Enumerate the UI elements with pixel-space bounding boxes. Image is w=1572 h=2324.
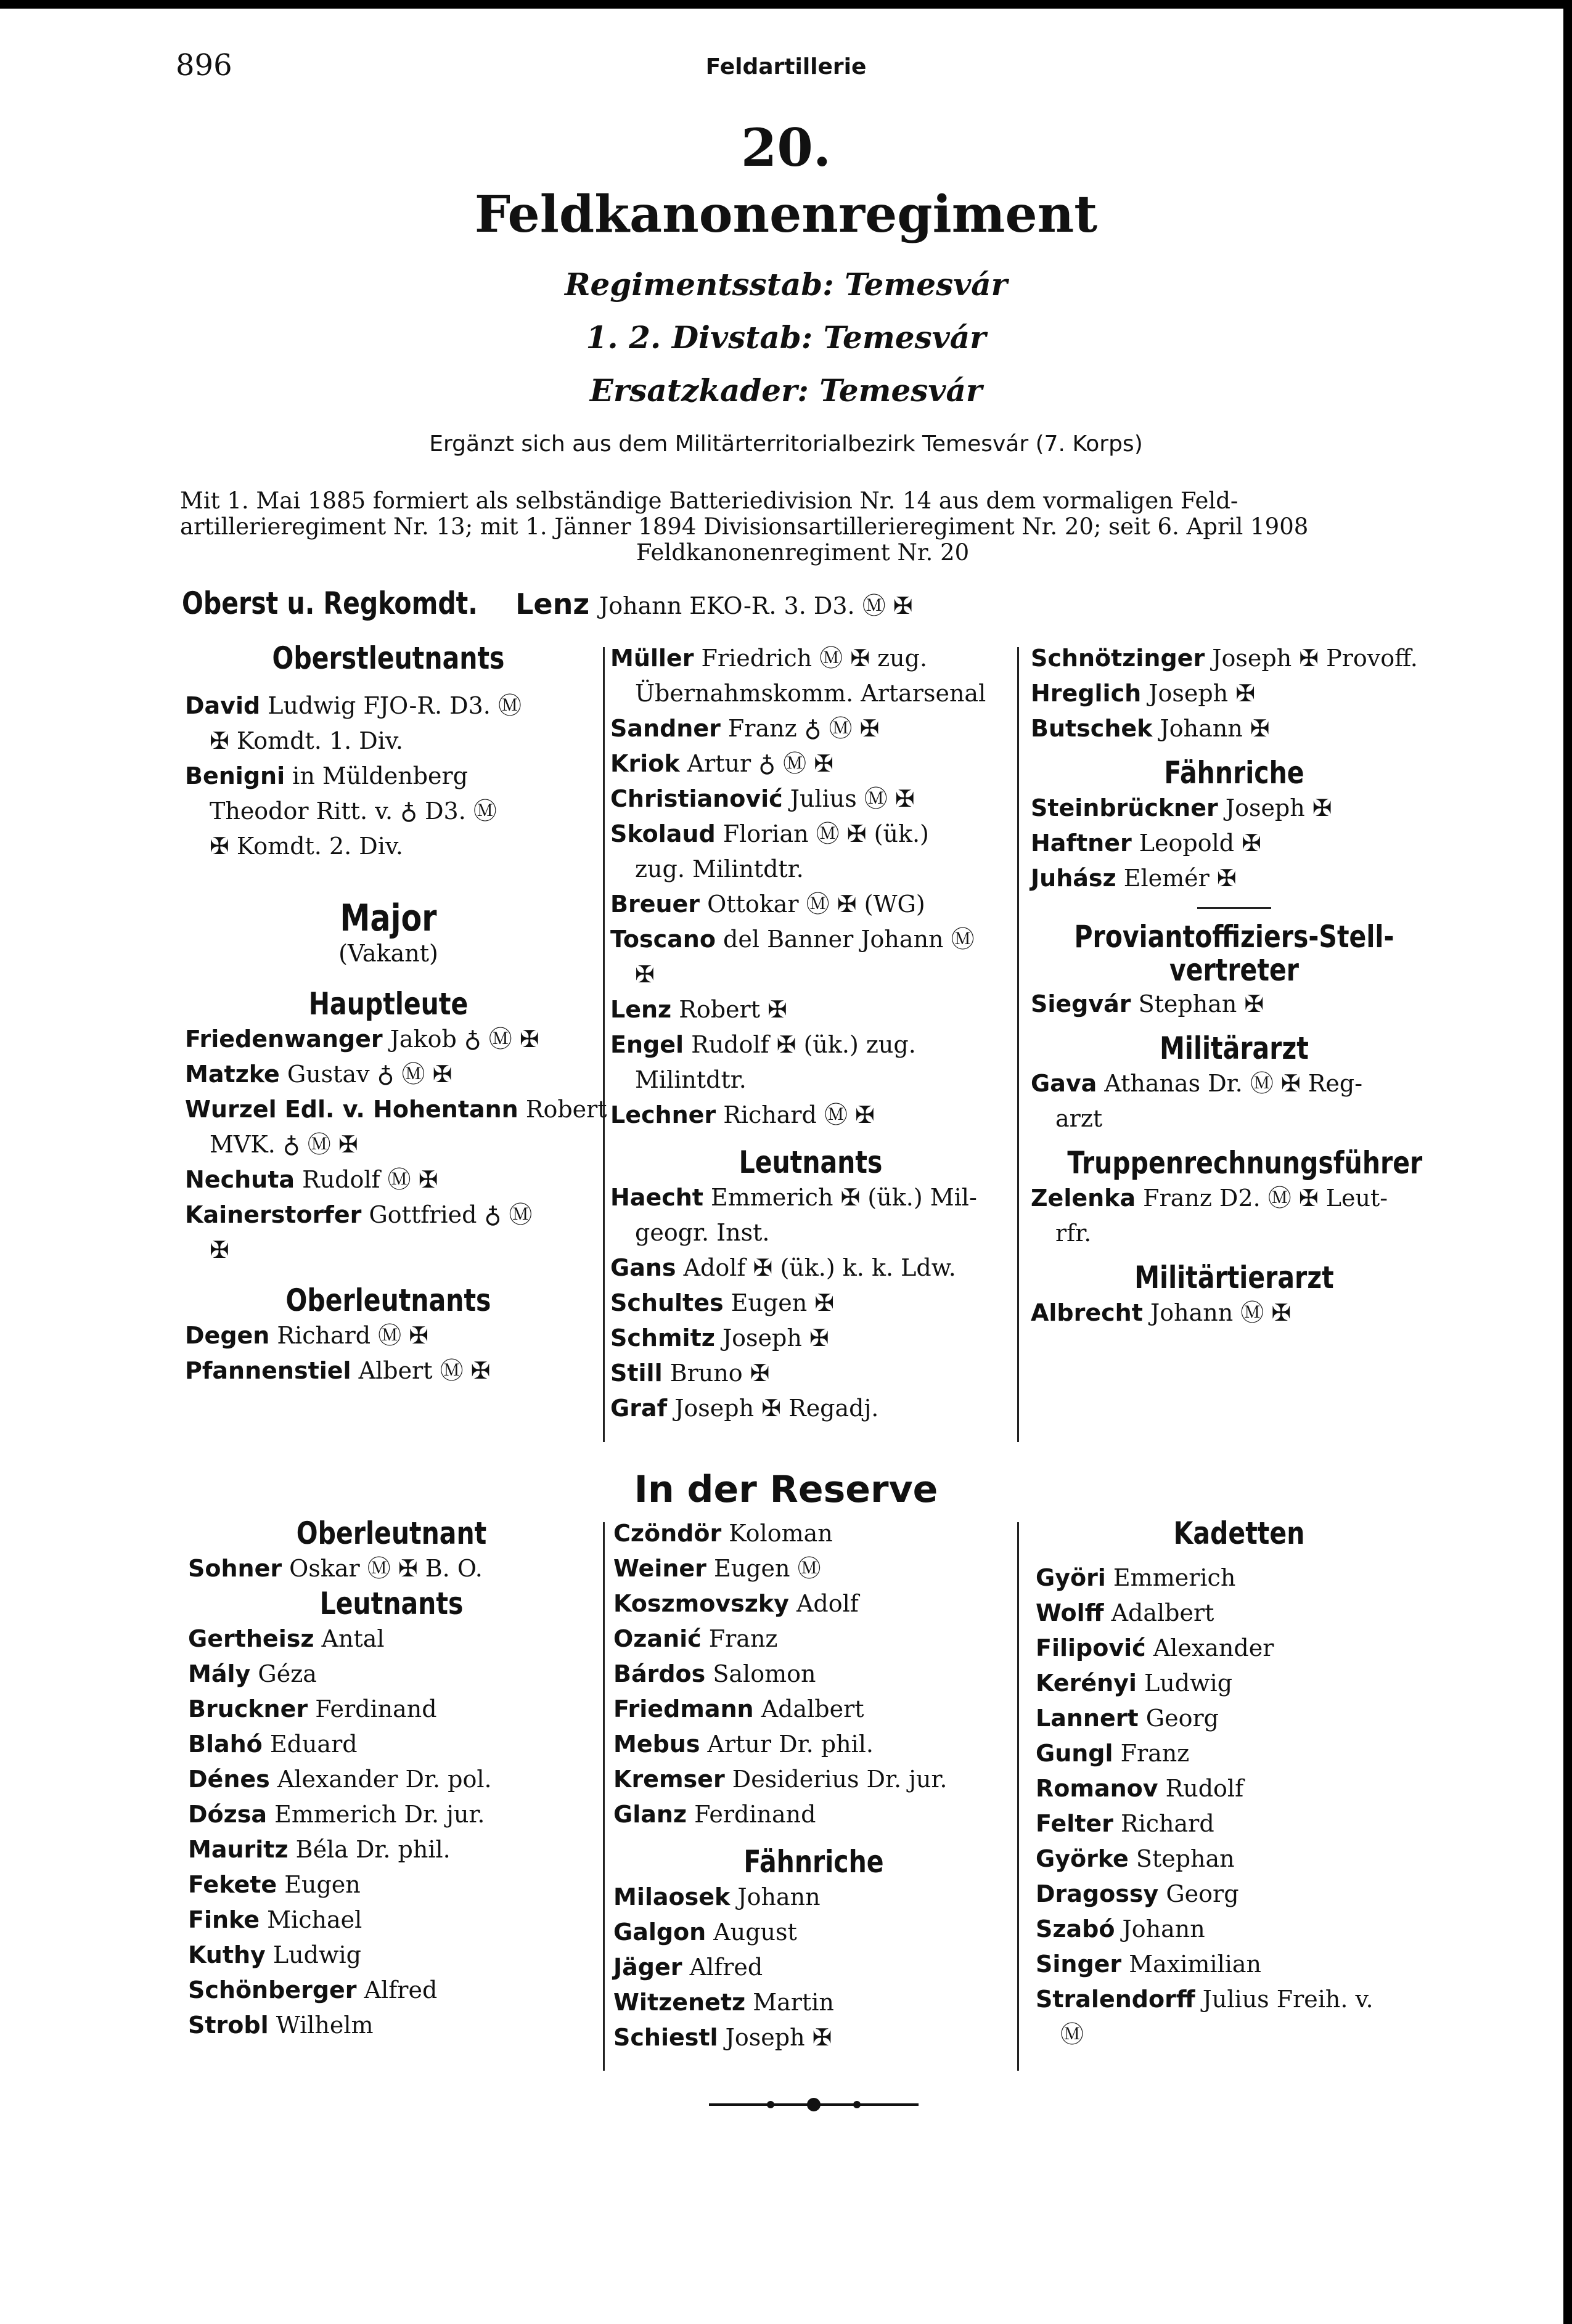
details: Joseph ✠ <box>1218 794 1332 822</box>
roster-entry <box>613 1516 1014 1551</box>
details: Franz D2. Ⓜ ✠ Leut- <box>1136 1184 1388 1212</box>
roster-entry <box>610 1391 1011 1426</box>
regiment-number: 20. <box>740 117 832 178</box>
roster-entry <box>1036 1877 1443 1912</box>
surname: Engel <box>610 1031 684 1058</box>
details: August <box>706 1918 797 1946</box>
details: MVK. ♁ Ⓜ ✠ <box>210 1131 358 1158</box>
surname: Schönberger <box>188 1976 357 2004</box>
section-heading: Leutnants <box>319 1586 464 1621</box>
details: Alfred <box>356 1976 438 2004</box>
surname: Kuthy <box>188 1941 266 1968</box>
surname: Strobl <box>188 2012 269 2039</box>
details: Julius Freih. v. <box>1195 1986 1373 2013</box>
details: Maximilian <box>1121 1951 1262 1978</box>
surname: Kainerstorfer <box>185 1201 362 1228</box>
roster-entry <box>1036 1701 1443 1736</box>
details: Elemér ✠ <box>1116 865 1237 892</box>
section-heading: vertreter <box>1169 952 1299 988</box>
roster-entry <box>185 1022 592 1057</box>
roster-entry <box>610 1062 1011 1098</box>
surname: Haecht <box>610 1184 703 1211</box>
section-heading: Oberleutnants <box>285 1282 491 1318</box>
details: ✠ <box>210 1236 229 1263</box>
surname: Gungl <box>1036 1740 1113 1767</box>
surname: Györi <box>1036 1564 1106 1591</box>
roster-entry <box>188 1762 595 1797</box>
surname: Toscano <box>610 926 716 953</box>
roster-entry <box>1036 1596 1443 1631</box>
surname: Lenz <box>610 996 672 1023</box>
surname: Felter <box>1036 1810 1113 1837</box>
commander-label: Oberst u. Regkomdt. <box>182 585 478 621</box>
roster-entry <box>613 1551 1014 1586</box>
surname: Siegvár <box>1031 990 1131 1017</box>
surname: Koszmovszky <box>613 1590 789 1617</box>
details: Julius Ⓜ ✠ <box>782 785 915 812</box>
column-1 <box>185 640 607 1388</box>
surname: Hreglich <box>1031 680 1142 707</box>
roster-entry <box>185 1318 592 1353</box>
surname: Sohner <box>188 1555 282 1582</box>
recruitment-note: Ergänzt sich aus dem Militärterritorialbezirk Temesvár (7. Korps) <box>429 431 1143 457</box>
details: Emmerich <box>1105 1564 1236 1591</box>
details: Wilhelm <box>268 2012 374 2039</box>
details: Übernahmskomm. Artarsenal <box>635 680 986 707</box>
details: Florian Ⓜ ✠ (ük.) <box>715 820 929 847</box>
section-heading: Hauptleute <box>308 986 469 1022</box>
details: Adolf <box>788 1590 859 1617</box>
details: Emmerich Dr. jur. <box>267 1801 485 1828</box>
roster-entry <box>610 922 1011 957</box>
surname: Zelenka <box>1031 1184 1136 1212</box>
reserve-column-1 <box>188 1516 595 2043</box>
roster-entry <box>613 1950 1014 1985</box>
surname: Skolaud <box>610 820 716 847</box>
details: Artur Dr. phil. <box>700 1731 874 1758</box>
section-heading: Oberstleutnants <box>272 640 505 676</box>
details: Alfred <box>682 1954 763 1981</box>
roster-entry <box>613 1915 1014 1950</box>
roster-entry <box>1036 1912 1443 1947</box>
details: Bruno ✠ <box>662 1360 770 1387</box>
roster-entry <box>610 1321 1011 1356</box>
surname: Breuer <box>610 891 700 918</box>
staff-line-2: 1. 2. Divstab: Temesvár <box>586 319 986 356</box>
surname: David <box>185 692 261 719</box>
details: Georg <box>1138 1705 1219 1732</box>
surname: Romanov <box>1036 1775 1158 1802</box>
reserve-heading: In der Reserve <box>634 1468 938 1511</box>
details: Albert Ⓜ ✠ <box>351 1357 491 1384</box>
surname: Matzke <box>185 1061 280 1088</box>
details: Artur ♁ Ⓜ ✠ <box>679 750 834 777</box>
roster-entry <box>1031 1295 1438 1331</box>
roster-entry <box>610 746 1011 781</box>
roster-entry <box>1036 1666 1443 1701</box>
surname: Stralendorff <box>1036 1986 1195 2013</box>
roster-entry <box>188 1902 595 1938</box>
surname: Galgon <box>613 1918 706 1946</box>
commander-details: Johann EKO-R. 3. D3. Ⓜ ✠ <box>599 592 913 619</box>
section-heading: Fähnriche <box>743 1844 884 1880</box>
details: rfr. <box>1055 1220 1092 1247</box>
details: Theodor Ritt. v. ♁ D3. Ⓜ <box>210 797 497 825</box>
commander-surname: Lenz <box>515 587 590 621</box>
surname: Haftner <box>1031 830 1132 857</box>
surname: Wolff <box>1036 1599 1104 1626</box>
details: Franz <box>701 1625 778 1652</box>
surname: Mály <box>188 1660 251 1687</box>
roster-entry <box>1031 641 1438 676</box>
surname: Dénes <box>188 1766 270 1793</box>
roster-entry <box>613 1985 1014 2020</box>
surname: Szabó <box>1036 1915 1115 1943</box>
roster-entry <box>613 1880 1014 1915</box>
surname: Schultes <box>610 1289 724 1316</box>
surname: Mebus <box>613 1731 700 1758</box>
roster-entry <box>188 1973 595 2008</box>
surname: Blahó <box>188 1731 263 1758</box>
surname: Benigni <box>185 762 285 789</box>
surname: Friedmann <box>613 1695 754 1723</box>
roster-entry <box>188 1797 595 1832</box>
details: Robert <box>518 1096 607 1123</box>
roster-entry <box>613 1692 1014 1727</box>
details: Rudolf <box>1158 1775 1244 1802</box>
details: zug. Milintdtr. <box>635 855 804 883</box>
details: Jakob ♁ Ⓜ ✠ <box>382 1025 539 1053</box>
roster-entry <box>1036 1982 1443 2017</box>
roster-entry <box>1031 861 1438 896</box>
surname: Degen <box>185 1322 270 1349</box>
column-3 <box>1031 641 1438 1331</box>
surname: Still <box>610 1360 663 1387</box>
details: Ludwig <box>265 1941 361 1968</box>
roster-entry <box>185 1092 607 1127</box>
details: Friedrich Ⓜ ✠ zug. <box>694 645 928 672</box>
roster-entry <box>1036 1631 1443 1666</box>
surname: Weiner <box>613 1555 706 1582</box>
roster-entry <box>1031 711 1438 746</box>
surname: Bárdos <box>613 1660 706 1687</box>
section-heading: Fähnriche <box>1164 755 1304 791</box>
details: Gustav ♁ Ⓜ ✠ <box>279 1061 452 1088</box>
surname: Filipović <box>1036 1634 1146 1661</box>
details: Ferdinand <box>687 1801 816 1828</box>
surname: Schnötzinger <box>1031 645 1205 672</box>
section-heading: Militärarzt <box>1160 1030 1309 1066</box>
section-heading: Major <box>340 897 437 940</box>
roster-entry <box>610 1356 1011 1391</box>
details: Emmerich ✠ (ük.) Mil- <box>703 1184 977 1211</box>
details: Franz ♁ Ⓜ ✠ <box>720 715 880 742</box>
surname: Friedenwanger <box>185 1025 383 1053</box>
details: Alexander Dr. pol. <box>269 1766 492 1793</box>
roster-entry <box>613 1797 1014 1832</box>
details: Béla Dr. phil. <box>288 1836 451 1863</box>
details: Ludwig FJO-R. D3. Ⓜ <box>260 692 522 719</box>
column-rule <box>1017 647 1019 1442</box>
commander-line <box>182 585 913 621</box>
surname: Juhász <box>1031 865 1116 892</box>
scan-border-top <box>0 0 1572 9</box>
details: Ferdinand <box>308 1695 437 1723</box>
details: Antal <box>314 1625 385 1652</box>
details: geogr. Inst. <box>635 1219 770 1246</box>
details: Franz <box>1113 1740 1190 1767</box>
roster-entry <box>1036 1841 1443 1877</box>
regiment-name: Feldkanonenregiment <box>474 185 1098 244</box>
surname: Czöndör <box>613 1520 722 1547</box>
details: Robert ✠ <box>671 996 787 1023</box>
details: Ottokar Ⓜ ✠ (WG) <box>700 891 925 918</box>
section-heading: Proviantoffiziers-Stell- <box>1074 919 1394 955</box>
surname: Albrecht <box>1031 1299 1143 1326</box>
details: Johann <box>730 1883 821 1910</box>
roster-entry <box>610 1286 1011 1321</box>
surname: Glanz <box>613 1801 687 1828</box>
surname: Jäger <box>613 1954 682 1981</box>
column-rule <box>1017 1522 1019 2071</box>
roster-entry <box>1036 1806 1443 1841</box>
roster-entry <box>610 992 1011 1027</box>
roster-entry <box>1031 676 1438 711</box>
reserve-column-2 <box>613 1516 1014 2055</box>
roster-entry <box>188 1832 595 1867</box>
details: Richard Ⓜ ✠ <box>716 1101 875 1128</box>
surname: Pfannenstiel <box>185 1357 351 1384</box>
details: Stephan ✠ <box>1131 990 1264 1017</box>
details: Martin <box>745 1989 834 2016</box>
note: (Vakant) <box>338 940 438 967</box>
roster-entry <box>188 1657 595 1692</box>
column-rule <box>603 1522 605 2071</box>
details: Adalbert <box>1103 1599 1214 1626</box>
surname: Witzenetz <box>613 1989 746 2016</box>
roster-entry <box>610 641 1011 676</box>
details: Joseph ✠ <box>714 1324 829 1352</box>
roster-entry <box>610 957 1011 992</box>
details: Eugen ✠ <box>723 1289 835 1316</box>
roster-entry <box>188 1938 595 1973</box>
roster-entry <box>1036 2017 1443 2052</box>
roster-entry <box>610 1215 1011 1250</box>
surname: Nechuta <box>185 1166 295 1193</box>
details: ✠ Komdt. 2. Div. <box>210 833 403 860</box>
surname: Lannert <box>1036 1705 1139 1732</box>
surname: Bruckner <box>188 1695 308 1723</box>
details: Johann <box>1115 1915 1205 1943</box>
surname: Ozanić <box>613 1625 702 1652</box>
roster-entry <box>610 1250 1011 1286</box>
details: Adolf ✠ (ük.) k. k. Ldw. <box>676 1254 956 1281</box>
staff-line-1: Regimentsstab: Temesvár <box>564 266 1008 303</box>
roster-entry <box>185 829 592 864</box>
details: Johann ✠ <box>1152 715 1270 742</box>
surname: Kremser <box>613 1766 725 1793</box>
roster-entry <box>1031 987 1438 1022</box>
details: Joseph ✠ Regadj. <box>667 1395 879 1422</box>
roster-entry <box>185 1162 592 1197</box>
roster-entry <box>613 1727 1014 1762</box>
surname: Fekete <box>188 1871 277 1898</box>
surname: Müller <box>610 645 694 672</box>
section-heading: Leutnants <box>739 1144 883 1180</box>
details: Milintdtr. <box>635 1066 747 1093</box>
page-number: 896 <box>176 48 232 83</box>
details: Desiderius Dr. jur. <box>724 1766 948 1793</box>
roster-entry <box>1036 1736 1443 1771</box>
details: Richard <box>1113 1810 1214 1837</box>
details: Koloman <box>721 1520 833 1547</box>
roster-entry <box>188 2008 595 2043</box>
roster-entry <box>1036 1771 1443 1806</box>
details: del Banner Johann Ⓜ <box>715 926 975 953</box>
roster-entry <box>188 1727 595 1762</box>
roster-entry <box>1031 1066 1438 1101</box>
details: Rudolf Ⓜ ✠ <box>295 1166 438 1193</box>
section-heading: Oberleutnant <box>296 1515 487 1551</box>
staff-line-3: Ersatzkader: Temesvár <box>589 372 983 409</box>
roster-entry <box>610 1098 1011 1133</box>
details: Joseph ✠ Provoff. <box>1205 645 1418 672</box>
history-line: Mit 1. Mai 1885 formiert als selbständige Batteriedivision Nr. 14 aus dem vormaligen Feld- <box>180 487 1238 514</box>
history-line: Feldkanonenregiment Nr. 20 <box>636 539 970 566</box>
details: Leopold ✠ <box>1131 830 1261 857</box>
column-2 <box>610 641 1011 1426</box>
roster-entry <box>610 1027 1011 1062</box>
surname: Gans <box>610 1254 676 1281</box>
roster-entry <box>185 724 592 759</box>
details: Georg <box>1158 1880 1239 1907</box>
roster-entry <box>185 1057 592 1092</box>
details: Gottfried ♁ Ⓜ <box>361 1201 533 1228</box>
history-line: artillerieregiment Nr. 13; mit 1. Jänner 1894 Divisionsartillerieregiment Nr. 20; seit 6. April 1908 <box>180 513 1309 540</box>
roster-entry <box>613 2020 1014 2055</box>
roster-entry <box>185 1127 592 1162</box>
roster-entry <box>1036 1947 1443 1982</box>
surname: Graf <box>610 1395 668 1422</box>
roster-entry <box>613 1586 1014 1621</box>
roster-entry <box>610 817 1011 852</box>
roster-entry <box>188 1867 595 1902</box>
roster-entry <box>613 1762 1014 1797</box>
end-ornament <box>709 2095 919 2114</box>
roster-entry <box>610 1180 1011 1215</box>
roster-entry <box>188 1551 595 1586</box>
roster-entry <box>1031 826 1438 861</box>
roster-entry <box>185 794 592 829</box>
surname: Steinbrückner <box>1031 794 1218 822</box>
surname: Butschek <box>1031 715 1153 742</box>
roster-entry <box>610 676 1011 711</box>
roster-entry <box>185 688 592 724</box>
details: Salomon <box>705 1660 816 1687</box>
history-paragraph <box>180 488 1425 566</box>
details: Eugen <box>277 1871 361 1898</box>
details: ✠ <box>635 961 655 988</box>
details: Rudolf ✠ (ük.) zug. <box>684 1031 916 1058</box>
surname: Kerényi <box>1036 1670 1137 1697</box>
surname: Kriok <box>610 750 680 777</box>
roster-entry <box>188 1621 595 1657</box>
roster-entry <box>613 1621 1014 1657</box>
details: Joseph ✠ <box>718 2024 832 2051</box>
surname: Dózsa <box>188 1801 268 1828</box>
details: Alexander <box>1145 1634 1274 1661</box>
section-heading: Militärtierarzt <box>1134 1260 1334 1295</box>
details: Géza <box>250 1660 317 1687</box>
surname: Mauritz <box>188 1836 289 1863</box>
section-heading: Kadetten <box>1173 1515 1305 1551</box>
roster-entry <box>610 852 1011 887</box>
divider <box>1197 907 1271 909</box>
details: Stephan <box>1128 1845 1235 1872</box>
details: Michael <box>260 1906 362 1933</box>
details: Richard Ⓜ ✠ <box>269 1322 429 1349</box>
roster-entry <box>185 1353 592 1388</box>
roster-entry <box>610 887 1011 922</box>
details: Joseph ✠ <box>1141 680 1256 707</box>
surname: Lechner <box>610 1101 716 1128</box>
roster-entry <box>185 1197 592 1233</box>
details: Johann Ⓜ ✠ <box>1142 1299 1292 1326</box>
details: Eugen Ⓜ <box>706 1555 821 1582</box>
details: in Müldenberg <box>285 762 469 789</box>
surname: Schiestl <box>613 2024 718 2051</box>
surname: Sandner <box>610 715 721 742</box>
surname: Finke <box>188 1906 260 1933</box>
roster-entry <box>1031 791 1438 826</box>
details: Oskar Ⓜ ✠ B. O. <box>282 1555 483 1582</box>
roster-entry <box>610 711 1011 746</box>
roster-entry <box>185 1233 592 1268</box>
surname: Milaosek <box>613 1883 731 1910</box>
surname: Schmitz <box>610 1324 715 1352</box>
details: Ludwig <box>1136 1670 1233 1697</box>
surname: Dragossy <box>1036 1880 1159 1907</box>
details: arzt <box>1055 1105 1103 1132</box>
column-rule <box>603 647 605 1442</box>
running-head: Feldartillerie <box>705 54 867 80</box>
details: Adalbert <box>753 1695 864 1723</box>
roster-entry <box>1031 1181 1438 1216</box>
surname: Singer <box>1036 1951 1122 1978</box>
details: Athanas Dr. Ⓜ ✠ Reg- <box>1097 1070 1363 1097</box>
surname: Györke <box>1036 1845 1129 1872</box>
roster-entry <box>188 1692 595 1727</box>
surname: Gava <box>1031 1070 1097 1097</box>
details: Ⓜ <box>1060 2021 1084 2048</box>
roster-entry <box>1031 1216 1438 1251</box>
roster-entry <box>1036 1560 1443 1596</box>
details: ✠ Komdt. 1. Div. <box>210 727 403 754</box>
details: Eduard <box>262 1731 358 1758</box>
surname: Wurzel Edl. v. Hohentann <box>185 1096 518 1123</box>
reserve-column-3 <box>1036 1516 1443 2052</box>
roster-entry <box>1031 1101 1438 1136</box>
roster-entry <box>610 781 1011 817</box>
surname: Christianović <box>610 785 783 812</box>
roster-entry <box>613 1657 1014 1692</box>
section-heading: Truppenrechnungsführer <box>1067 1145 1423 1181</box>
roster-entry <box>185 759 592 794</box>
surname: Gertheisz <box>188 1625 314 1652</box>
